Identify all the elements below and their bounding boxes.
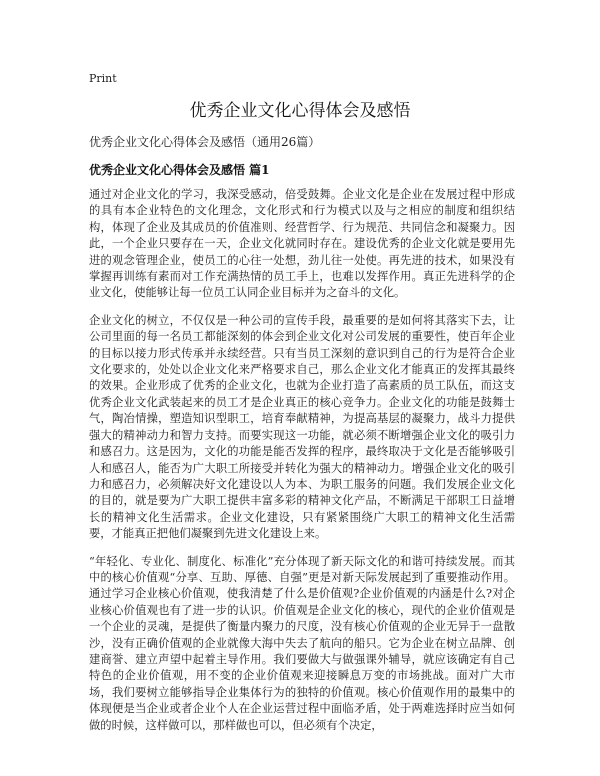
document-body	[89, 187, 515, 745]
section-heading: 优秀企业文化心得体会及感悟 篇1	[89, 163, 270, 177]
document-subtitle: 优秀企业文化心得体会及感悟（通用26篇）	[89, 135, 321, 149]
paragraph-3: “年轻化、专业化、制度化、标准化”充分体现了新天际文化的和谐可持续发展。而其中的核心价值观“分享、互助、厚德、自强”更是对新天际发展起到了重要推动作用。通过学习企业核心价值观，使我清楚了什么是价值观?企业价值观的内涵是什么?对企业核心价值观也有了进一步的认识。价值观是企业文化的核心，现代的企业价值观是一个企业的灵魂，是提供了衡量内聚力的尺度，没有核心价值观的企业无异于一盘散沙，没有正确价值观的企业就像大海中失去了航向的船只。它为企业在树立品牌、创建商誉、建立声望中起着主导作用。我们要做大与做强课外辅导，就应该确定有自己特色的企业价值观，用不变的企业价值观来迎接瞬息万变的市场挑战。面对广大市场，我们要树立能够指导企业集体行为的独特的价值观。核心价值观作用的最集中的体现便是当企业或者企业个人在企业运营过程中面临矛盾，处于两难选择时应当如何做的时候，这样做可以，那样做也可以，但必须有个决定，	[89, 554, 515, 732]
print-label: Print	[89, 72, 117, 85]
paragraph-1: 通过对企业文化的学习，我深受感动，倍受鼓舞。企业文化是企业在发展过程中形成的具有本企业特色的文化理念，文化形式和行为模式以及与之相应的制度和组织结构，体现了企业及其成员的价值准则、经营哲学、行为规范、共同信念和凝聚力。因此，一个企业只要存在一天，企业文化就同时存在。建设优秀的企业文化就是要用先进的观念管理企业，使员工的心往一处想，劲儿往一处使。再先进的技术，如果没有掌握再训练有素而对工作充满热情的员工手上，也难以发挥作用。真正先进科学的企业文化，使能够让每一位员工认同企业目标并为之奋斗的文化。	[89, 188, 515, 300]
paragraph-2: 企业文化的树立，不仅仅是一种公司的宣传手段，最重要的是如何将其落实下去，让公司里面的每一名员工都能深刻的体会到企业文化对公司发展的重要性，使百年企业的目标以接力形式传承并永续经营。只有当员工深刻的意识到自己的行为是符合企业文化要求的，处处以企业文化来严格要求自己，那么企业文化才能真正的发挥其最终的效果。企业形成了优秀的企业文化，也就为企业打造了高素质的员工队伍，而这支优秀企业文化武装起来的员工才是企业真正的核心竞争力。企业文化的功能是鼓舞士气，陶冶情操，塑造知识型职工，培育奉献精神，为提高基层的凝聚力，战斗力提供强大的精神动力和智力支持。而要实现这一功能，就必须不断增强企业文化的吸引力和感召力。这是因为，文化的功能是能否发挥的程序，最终取决于文化是否能够吸引人和感召人，能否为广大职工所接受并转化为强大的精神动力。增强企业文化的吸引力和感召力，必须解决好文化建设以人为本、为职工服务的问题。我们发展企业文化的目的，就是要为广大职工提供丰富多彩的精神文化产品，不断满足干部职工日益增长的精神文化生活需求。企业文化建设，只有紧紧围绕广大职工的精神文化生活需要，才能真正把他们凝聚到先进文化建设上来。	[89, 313, 515, 541]
document-title: 优秀企业文化心得体会及感悟	[189, 101, 411, 121]
